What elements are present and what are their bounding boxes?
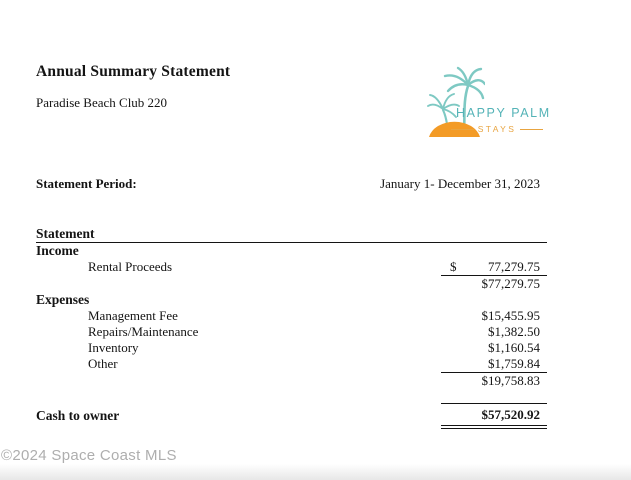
row-label: Management Fee — [88, 308, 178, 323]
tagline-left-line — [451, 129, 474, 130]
table-row-repairs-maintenance — [36, 324, 547, 340]
table-row-rental-proceeds — [36, 259, 547, 276]
expenses-subtotal-row — [36, 373, 547, 389]
cash-to-owner-row — [36, 403, 547, 429]
statement-heading: Statement — [36, 227, 547, 243]
income-heading: Income — [36, 243, 79, 258]
bottom-gradient — [0, 464, 631, 480]
logo-tagline — [451, 124, 543, 134]
row-amount: $1,759.84 — [441, 356, 547, 373]
page-title: Annual Summary Statement — [36, 63, 231, 80]
row-label: Rental Proceeds — [88, 259, 173, 274]
row-amount: $15,455.95 — [481, 308, 540, 323]
tagline-right-line — [520, 129, 543, 130]
cash-to-owner-value: $57,520.92 — [441, 403, 547, 429]
statement-period-row — [36, 176, 540, 192]
income-subtotal: $77,279.75 — [481, 276, 540, 291]
table-row-management-fee — [36, 308, 547, 324]
row-label: Repairs/Maintenance — [88, 324, 199, 339]
statement-table — [36, 227, 547, 429]
income-subtotal-row — [36, 276, 547, 292]
row-amount — [441, 259, 547, 276]
copyright-watermark: ©2024 Space Coast MLS — [1, 447, 177, 464]
row-amount: $1,382.50 — [488, 324, 540, 339]
cash-to-owner-label: Cash to owner — [36, 408, 120, 423]
amount-value: 77,279.75 — [488, 259, 540, 274]
table-row-other — [36, 356, 547, 373]
property-name: Paradise Beach Club 220 — [36, 95, 168, 110]
currency-symbol: $ — [450, 259, 457, 274]
row-label: Inventory — [88, 340, 139, 355]
statement-period-value: January 1- December 31, 2023 — [380, 176, 540, 191]
tagline-text: STAYS — [477, 124, 517, 134]
happy-palm-stays-logo — [427, 65, 551, 141]
statement-period-label: Statement Period: — [36, 176, 137, 191]
row-label: Other — [88, 356, 118, 371]
logo-name: HAPPY PALM — [456, 106, 551, 120]
expenses-subtotal: $19,758.83 — [481, 373, 540, 388]
expenses-heading: Expenses — [36, 292, 90, 307]
row-amount: $1,160.54 — [488, 340, 540, 355]
table-row-inventory — [36, 340, 547, 356]
